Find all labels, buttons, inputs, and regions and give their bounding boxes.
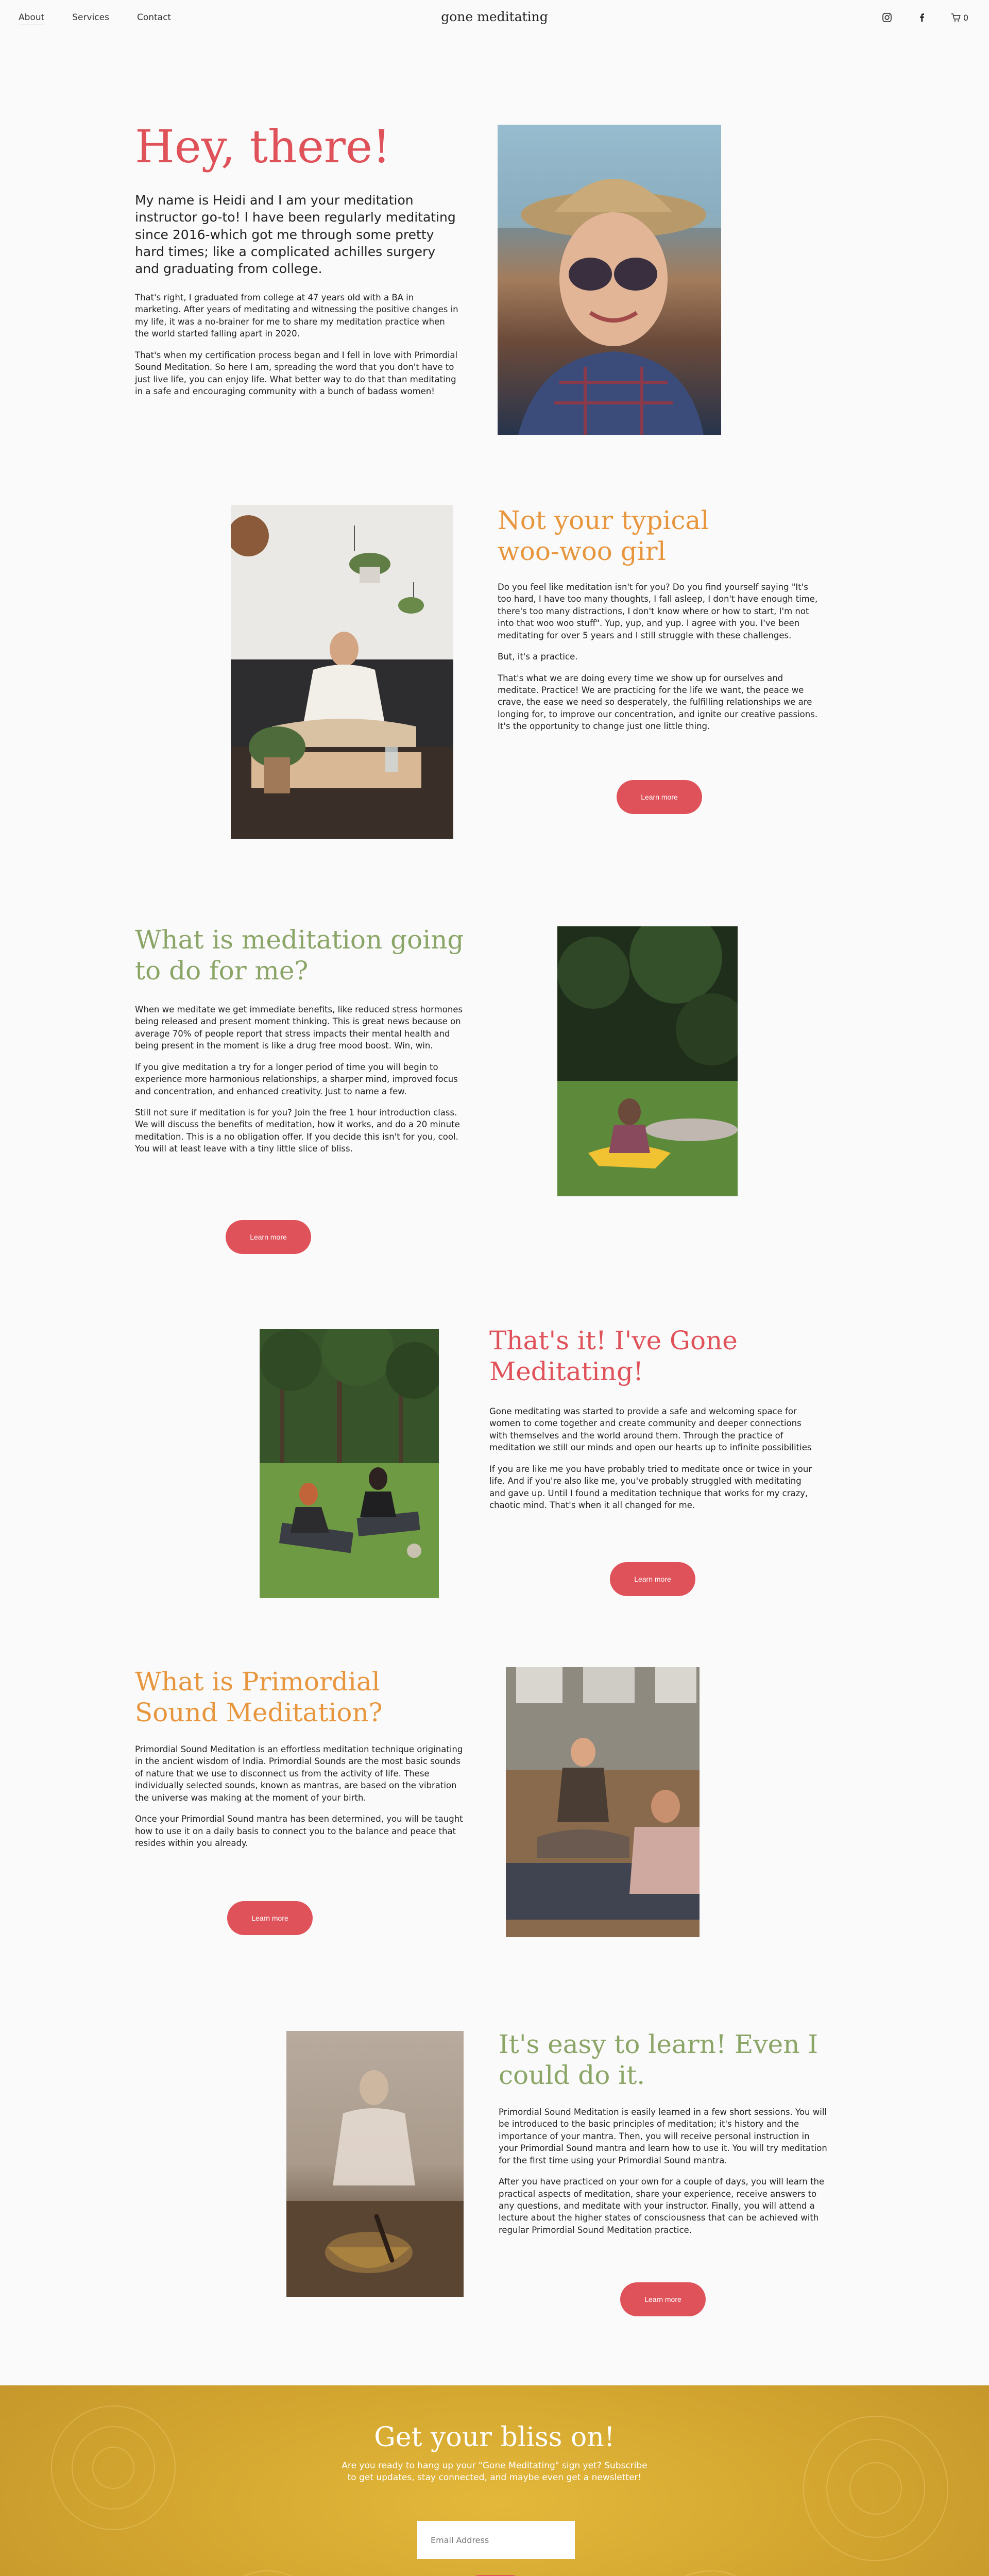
section-paragraph: Once your Primordial Sound mantra has been determined, you will be taught how to use it on a daily basis to connect you to the balance and peace that resides within you already. [135,1814,463,1848]
hero-section [0,0,989,464]
newsletter-title: Get your bliss on! [374,2422,615,2453]
section-paragraph: If you are like me you have probably tried to meditate once or twice in your life. And if you're also like me, you've probably struggled with meditating and gave up. Until I found a meditation technique that works for my crazy, chaotic mind. That's when it all changed for me. [489,1464,812,1510]
hero-paragraph: That's right, I graduated from college at 47 years old with a BA in marketing. After years of meditating and witnessing the positive changes in my life, it was a no-brainer for me to share my meditation practice when the world started falling apart in 2020. [135,293,458,339]
singing-bowl-image [286,2031,464,2297]
section-paragraph: When we meditate we get immediate benefits, like reduced stress hormones being released and present moment thinking. This is great news because on average 70% of people report that stress impacts their mental health and being present in the moment is like a drug free mood boost. Win, win. [135,1005,463,1051]
woman-meditating-couch-image [231,505,453,839]
email-field[interactable] [417,2521,575,2559]
nav-about[interactable]: About [19,12,44,25]
section-paragraph: Primordial Sound Meditation is an effortless meditation technique originating in the ancient wisdom of India. Primordial Sounds are the most basic sounds of nature that we use to disconnect us from the activity of life. These individually selected sounds, known as mantras, are based on the vibration the universe was making at the moment of your birth. [135,1744,463,1803]
section-title: What is Primordial Sound Meditation? [135,1667,383,1727]
learn-more-button[interactable]: Learn more [617,780,702,814]
two-women-park-image [260,1329,439,1598]
hero-lead: My name is Heidi and I am your meditation instructor go-to! I have been regularly meditating since 2016-which got me through some pretty hard times; like a complicated achilles surgery and graduating from college. [135,193,456,276]
section-paragraph: After you have practiced on your own for a couple of days, you will learn the practical aspects of meditation, share your experience, receive answers to any questions, and meditate with your instructor. Finally, you will attend a lecture about the higher states of consciousness that can be achieved with regular Primordial Sound Meditation practice. [499,2177,825,2235]
gone-meditating-section [0,1267,989,1649]
section-text [135,1004,465,1164]
site-brand[interactable]: gone meditating [441,9,548,24]
heidi-portrait-image [498,125,721,435]
section-paragraph: If you give meditation a try for a longer period of time you will begin to experience more harmonious relationships, a sharper mind, improved focus and concentration, and enhanced creativity. Just to name a few. [135,1062,458,1096]
section-text [499,2106,828,2245]
women-studio-meditation-image [506,1667,700,1937]
cart-count: 0 [963,12,968,23]
typical-section [0,464,989,886]
primordial-section [0,1649,989,1989]
section-paragraph: Gone meditating was started to provide a safe and welcoming space for women to come together and create community and deeper connections with themselves and the world around them. Through the practice of meditation we still our minds and open our hearts up to infinite possibilities [489,1406,812,1453]
hero-paragraph: That's when my certification process began and I fell in love with Primordial Sound Meditation. So here I am, spreading the word that you don't have to just live life, you can enjoy life. What better way to do that than meditating in a safe and encouraging community with a bunch of badass women! [135,350,458,396]
section-title: It's easy to learn! Even I could do it. [499,2029,819,2090]
woman-meditating-garden-image [557,926,738,1196]
section-text [489,1405,819,1520]
section-text [135,1743,465,1858]
easy-learn-section [0,1989,989,2385]
learn-more-button[interactable]: Learn more [620,2282,706,2316]
section-paragraph: But, it's a practice. [498,652,578,662]
section-paragraph: Do you feel like meditation isn't for you? Do you find yourself saying "It's too hard, I have too many thoughts, I fall asleep, I don't have enough time, there's too many distractions, I don't know where or how to start, I'm not into that woo woo stuff". Yup, yup, and yup. I agree with you. I've been meditating for over 5 years and I still struggle with these challenges. [498,582,818,640]
section-text [498,581,823,742]
section-paragraph: Still not sure if meditation is for you? Join the free 1 hour introduction class. We will discuss the benefits of meditation, how it works, and do a 20 minute meditation. This is a no obligation offer. If you decide this isn't for you, cool. You will at least leave with a tiny little slice of bliss. [135,1107,460,1154]
nav-services[interactable]: Services [72,12,109,23]
section-title: What is meditation going to do for me? [135,925,464,986]
section-title: That's it! I've Gone Meditating! [489,1326,738,1386]
section-paragraph: That's what we are doing every time we show up for ourselves and meditate. Practice! We are practicing for the life we want, the peace we crave, the ease we need so desperately, the fulfilling relationships we are longing for, to improve our concentration, and ignite our creative passions. It's the opportunity to change just one little thing. [498,673,818,732]
learn-more-button[interactable]: Learn more [226,1220,311,1254]
benefits-section [0,886,989,1267]
section-title: Not your typical woo-woo girl [498,505,709,566]
hero-title: Hey, there! [135,120,391,173]
learn-more-button[interactable]: Learn more [227,1901,313,1935]
nav-contact[interactable]: Contact [137,12,172,23]
newsletter-text: Are you ready to hang up your "Gone Meditating" sign yet? Subscribe to get updates, stay connected, and maybe even get a newsletter! [342,2461,647,2483]
section-paragraph: Primordial Sound Meditation is easily learned in a few short sessions. You will be introduced to the basic principles of meditation; it's history and the importance of your mantra. Then, you will receive personal instruction in your Primordial Sound mantra and learn how to use it. You will try meditation for the first time using your Primordial Sound mantra. [499,2107,827,2165]
hero-text [135,292,459,406]
learn-more-button[interactable]: Learn more [610,1562,695,1596]
newsletter-section [0,2385,989,2576]
